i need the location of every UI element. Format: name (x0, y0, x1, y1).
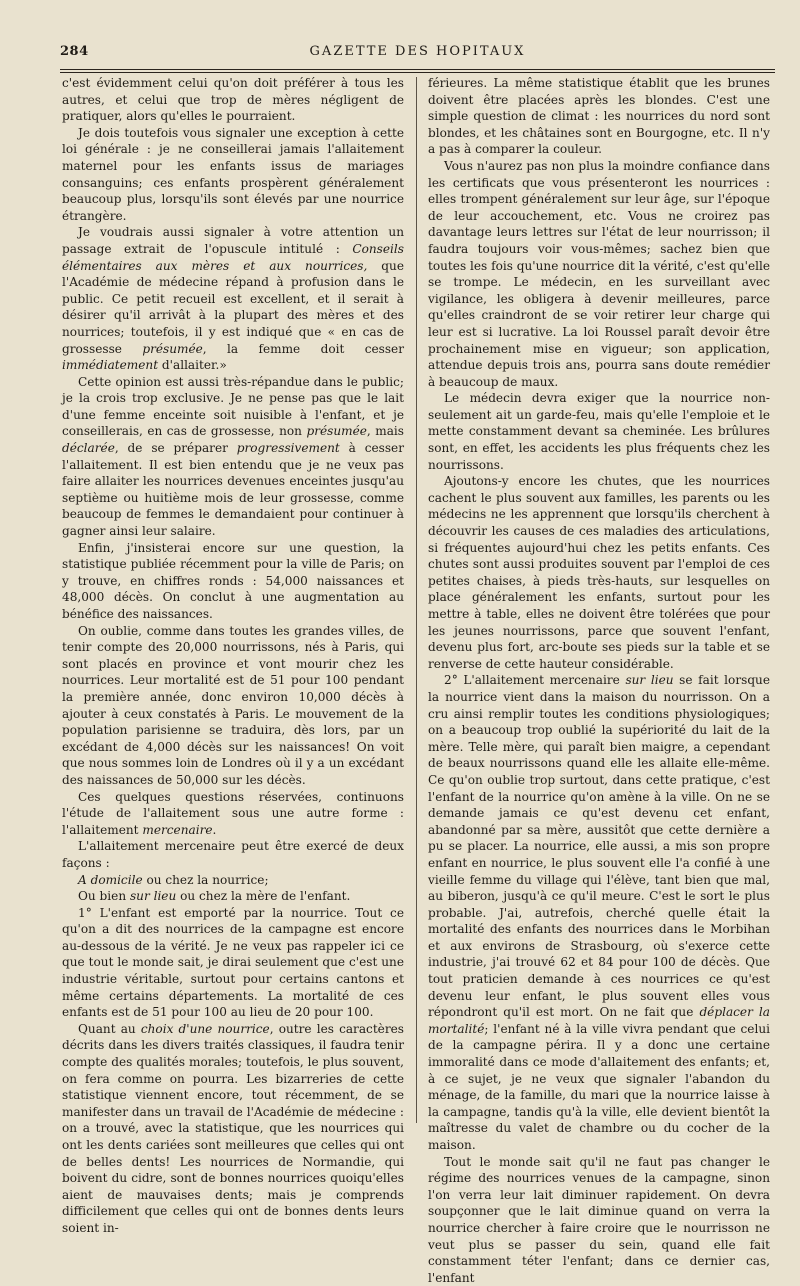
text-run: ou chez la mère de l'enfant. (176, 889, 351, 904)
italic-text-run: immédiatement (62, 358, 159, 373)
italic-text-run: A domicile (78, 872, 143, 887)
paragraph (62, 1021, 404, 1237)
italic-text-run: progressivement (236, 441, 340, 456)
text-run: . (212, 822, 217, 837)
italic-text-run: sur lieu (129, 889, 177, 904)
text-run: , de se préparer (114, 441, 237, 456)
paragraph (62, 374, 404, 540)
text-run: 1° L'enfant est emporté par la nourrice. Tout ce qu'on a dit des nourrices de la campagne est encore au-dessous de la vérité. Je ne veux pas rappeler ici ce que tout le monde sait, je dirai seulement que c'est une industrie véritable, surtout pour certains cantons et même certains départements. La mortalité de ces enfants est de 51 pour 100 au lieu de 20 pour 100. (62, 905, 404, 1020)
paragraph (62, 872, 404, 889)
text-run: Quant au (78, 1021, 141, 1036)
page-number: 284 (60, 44, 89, 59)
text-run: férieures. La même statistique établit que les brunes doivent être placées après les blondes. C'est une simple question de climat : les nourrices du nord sont blondes, et les châtaines sont en Bourgogne, etc. Il n'y a pas à comparer la couleur. (428, 76, 770, 157)
running-title: GAZETTE DES HOPITAUX (309, 44, 526, 59)
text-run: , outre les caractères décrits dans les divers traités classiques, il faudra tenir compte des qualités morales; toutefois, le plus souvent, on fera comme on pourra. Les bizarreries de cette statistique viennent encore, tout récemment, de se manifester dans un travail de l'Académie de médecine : on a trouvé, avec la statistique, que les nourrices qui ont les dents cariées sont meilleures que celles qui ont de belles dents! Les nourrices de Normandie, qui boivent du cidre, sont de bonnes nourrices quoiqu'elles aient de mauvaises dents; mais je comprends difficilement que celles qui ont de bonnes dents leurs soient in- (62, 1021, 404, 1235)
text-run: que l'Académie de médecine répand à profusion dans le public. Ce petit recueil est excellent, et il serait à désirer qu'il arrivât à la plupart des mères et des nourrices; toutefois, il y est indiqué que « en cas de grossesse (62, 258, 404, 356)
text-run: Tout le monde sait qu'il ne faut pas changer le régime des nourrices venues de la campagne, sinon l'on verra leur lait diminuer rapidement. On devra soupçonner que le lait diminue quand on verra la nourrice chercher à faire croire que le nourrisson ne veut plus se passer du sein, quand elle fait constamment téter l'enfant; dans ce dernier cas, l'enfant (428, 1154, 770, 1285)
header-rule-double (60, 72, 775, 73)
italic-text-run: choix d'une nourrice (140, 1021, 270, 1036)
text-run: Ou bien (78, 889, 130, 904)
italic-text-run: présumée (306, 424, 367, 439)
text-run: Vous n'aurez pas non plus la moindre confiance dans les certificats que vous présenteront les nourrices : elles trompent généralement sur leur âge, sur l'époque de leur accouchement, etc. Vous ne croirez pas davantage leurs lettres sur l'état de leur nourrisson; il faudra toujours voir vous-mêmes; sachez bien que toutes les fois qu'une nourrice dit la vérité, c'est qu'elle se trompe. Le médecin, en les surveillant avec vigilance, les obligera à devenir meilleures, parce qu'elles craindront de se voir retirer leur charge qui leur est si lucrative. La loi Roussel paraît devoir être prochainement mise en vigueur; son application, attendue depuis trois ans, pourra sans doute remédier à beaucoup de maux. (428, 158, 770, 389)
paragraph (62, 540, 404, 623)
page-header (60, 44, 775, 66)
paragraph (428, 75, 770, 158)
text-run: d'allaiter.» (158, 358, 227, 373)
paragraph (62, 838, 404, 871)
paragraph (428, 390, 770, 473)
text-run: Ces quelques questions réservées, continuons l'étude de l'allaitement sous une autre forme : l'allaitement (62, 789, 404, 837)
italic-text-run: déclarée (62, 441, 115, 456)
header-rule (60, 69, 775, 70)
paragraph (428, 672, 770, 1153)
italic-text-run: déplacer la mortalité (428, 1005, 770, 1036)
paragraph (62, 888, 404, 905)
text-run: Le médecin devra exiger que la nourrice non-seulement ait un garde-feu, mais qu'elle l'emploie et le mette constamment devant sa cheminée. Les brûlures sont, en effet, les accidents les plus fréquents chez les nourrissons. (428, 391, 770, 472)
text-run: 2° L'allaitement mercenaire (444, 673, 626, 688)
text-run: Je voudrais aussi signaler à votre attention un passage extrait de l'opuscule intitulé : (62, 225, 404, 256)
text-run: On oublie, comme dans toutes les grandes villes, de tenir compte des 20,000 nourrissons, nés à Paris, qui sont placés en province et vont mourir chez les nourrices. Leur mortalité est de 51 pour 100 pendant la première année, donc environ 10,000 décès à ajouter à ceux constatés à Paris. Le mouvement de la population parisienne se traduira, dès lors, par un excédant de 4,000 décès sur les naissances! On voit que nous sommes loin de Londres où il y a un excédant des naissances de 50,000 sur les décès. (62, 623, 404, 787)
text-run: , la femme doit cesser (202, 341, 404, 356)
text-run: Cette opinion est aussi très-répandue dans le public; je la crois trop exclusive. Je ne pense pas que le lait d'une femme enceinte soit nuisible à l'enfant, et je conseillerais, en cas de grossesse, non (62, 374, 404, 439)
paragraph (62, 224, 404, 373)
paragraph (428, 473, 770, 672)
text-run: se fait lorsque la nourrice vient dans la maison du nourrisson. On a cru ainsi remplir toutes les conditions physiologiques; on a beaucoup trop oublié la supériorité du lait de la mère. Telle mère, qui paraît bien maigre, a cependant de beaux nourrissons quand elle les allaite elle-même. Ce qu'on oublie trop surtout, dans cette pratique, c'est l'enfant de la nourrice qu'on amène à la ville. On ne se demande jamais ce qu'est devenu cet enfant, abandonné par sa mère, aussitôt que cette dernière a pu se placer. La nourrice, elle aussi, a mis son propre enfant en nourrice, le plus souvent elle l'a confié à une vieille femme du village qui l'élève, tant bien que mal, au biberon, jusqu'à ce qu'il meure. C'est le sort le plus probable. J'ai, autrefois, cherché quelle était la mortalité des enfants des nourrices dans le Morbihan et aux environs de Strasbourg, où s'exerce cette industrie, j'ai trouvé 62 et 84 pour 100 de décès. Que tout praticien demande à ces nourrices ce qu'est devenu leur enfant, le plus souvent elles vous répondront qu'il est mort. On ne fait que (428, 673, 771, 1020)
text-run: L'allaitement mercenaire peut être exercé de deux façons : (62, 839, 404, 870)
paragraph (62, 125, 404, 225)
paragraph (428, 1154, 770, 1286)
paragraph (62, 75, 404, 125)
italic-text-run: mercenaire (142, 822, 213, 837)
text-run: Enfin, j'insisterai encore sur une question, la statistique publiée récemment pour la ville de Paris; on y trouve, en chiffres ronds : 54,000 naissances et 48,000 décès. On conclut à une augmentation au bénéfice des naissances. (62, 540, 404, 621)
paragraph (428, 158, 770, 390)
right-column (428, 75, 770, 1286)
paragraph (62, 905, 404, 1021)
italic-text-run: Conseils élémentaires aux mères et aux nourrices, (62, 241, 404, 273)
paragraph (62, 623, 404, 789)
text-run: ; l'enfant né à la ville vivra pendant que celui de la campagne périra. Il y a donc une certaine immoralité dans ce mode d'allaitement des enfants; et, à ce sujet, je ne veux que signaler l'abandon du ménage, de la famille, du mari que la nourrice laisse à la campagne, tandis qu'à la ville, elle devient bientôt la maîtresse du valet de chambre ou du cocher de la maison. (428, 1021, 770, 1152)
italic-text-run: présumée (142, 341, 203, 356)
text-run: Je dois toutefois vous signaler une exception à cette loi générale : je ne conseillerai jamais l'allaitement maternel pour les enfants issus de mariages consanguins; ces enfants prospèrent généralement beaucoup plus, lorsqu'ils sont élevés par une nourrice étrangère. (62, 125, 404, 223)
paragraph (62, 789, 404, 839)
text-run: Ajoutons-y encore les chutes, que les nourrices cachent le plus souvent aux familles, les parents ou les médecins ne les apprennent que lorsqu'ils cherchent à découvrir les causes de ces maladies des articulations, si fréquentes aujourd'hui chez les petits enfants. Ces chutes sont aussi produites souvent par l'emploi de ces petites chaises, à pieds très-hauts, sur lesquelles on place généralement les enfants, surtout pour les mettre à table, elles ne doivent être tolérées que pour les jeunes nourrissons, parce que souvent l'enfant, devenu plus fort, arc-boute ses pieds sur la table et se renverse de cette hauteur considérable. (428, 474, 770, 671)
text-run: à cesser l'allaitement. Il est bien entendu que je ne veux pas faire allaiter les nourrices devenues enceintes jusqu'au septième ou huitième mois de leur grossesse, comme beaucoup de femmes le demandaient pour continuer à gagner ainsi leur salaire. (62, 441, 404, 539)
text-run: ou chez la nourrice; (142, 872, 269, 887)
italic-text-run: sur lieu (625, 673, 674, 688)
text-run: , mais (366, 424, 404, 439)
left-column (62, 75, 404, 1237)
text-run: c'est évidemment celui qu'on doit préférer à tous les autres, et celui que trop de mères négligent de pratiquer, alors qu'elles le pourraient. (62, 76, 404, 124)
column-divider (416, 77, 417, 1123)
